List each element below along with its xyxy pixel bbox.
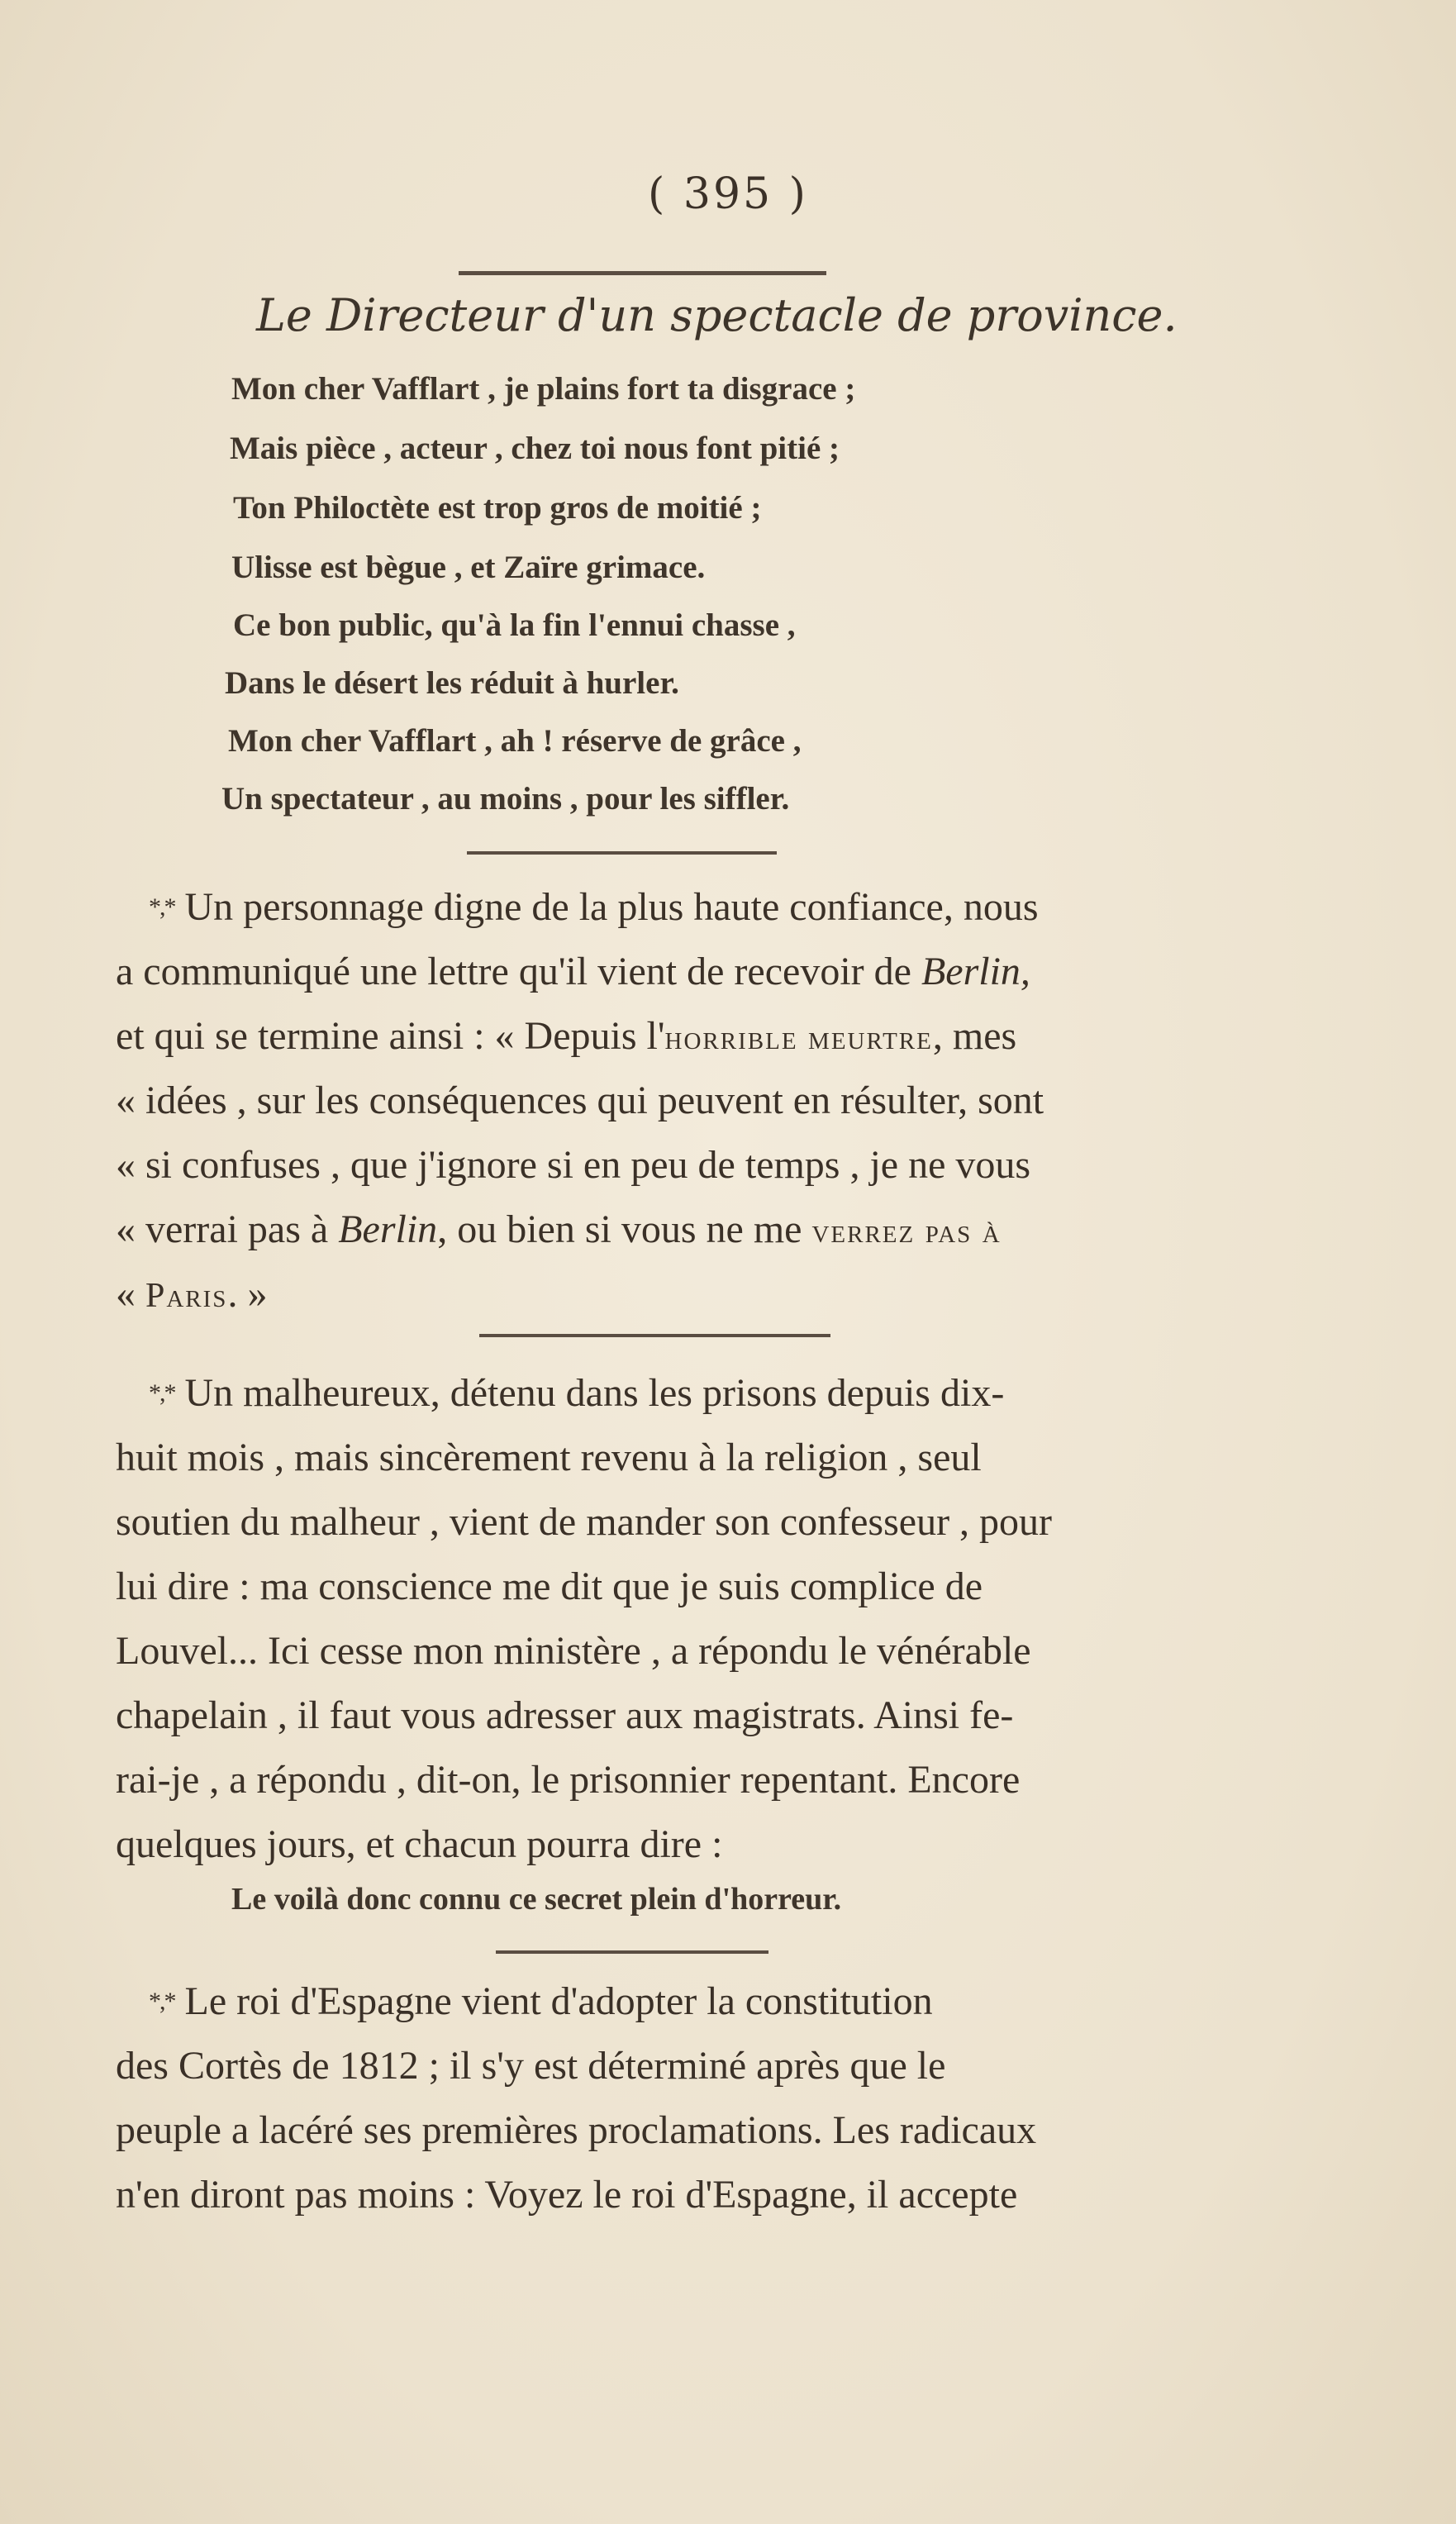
paragraph-line: des Cortès de 1812 ; il s'y est déterminé après que le — [116, 2044, 946, 2088]
divider-rule — [467, 851, 777, 855]
paragraph-text: Le roi d'Espagne vient d'adopter la constitution — [184, 1979, 933, 2023]
poem-line: Mon cher Vafflart , je plains fort ta disgrace ; — [231, 371, 856, 407]
paragraph-line: chapelain , il faut vous adresser aux magistrats. Ainsi fe- — [116, 1693, 1014, 1737]
paragraph-line: rai-je , a répondu , dit-on, le prisonnier repentant. Encore — [116, 1758, 1021, 1802]
paragraph-line — [116, 1013, 1223, 1061]
paragraph-line: peuple a lacéré ses premières proclamations. Les radicaux — [116, 2108, 1037, 2152]
place-name: Berlin — [338, 1207, 438, 1251]
emphasis-smallcaps: verrez pas à — [811, 1212, 1002, 1250]
paragraph-text: et qui se termine ainsi : « Depuis l' — [116, 1014, 665, 1058]
emphasis-smallcaps: Paris — [145, 1277, 228, 1315]
asterism-mark: *,* — [149, 893, 175, 921]
paragraph-line: soutien du malheur , vient de mander son confesseur , pour — [116, 1500, 1053, 1544]
paragraph-text: Un malheureux, détenu dans les prisons depuis dix- — [184, 1371, 1005, 1415]
paragraph-line — [116, 949, 1223, 995]
paragraph-text: , ou bien si vous ne me — [437, 1207, 812, 1251]
paragraph-line — [116, 1271, 1223, 1319]
paragraph-line: quelques jours, et chacun pourra dire : — [116, 1822, 723, 1866]
place-name: Berlin, — [921, 950, 1030, 993]
poem-line: Mais pièce , acteur , chez toi nous font pitié ; — [230, 431, 840, 466]
divider-rule — [479, 1334, 830, 1337]
poem-line: Mon cher Vafflart , ah ! réserve de grâce , — [228, 723, 802, 759]
asterism-mark: *,* — [149, 1379, 175, 1407]
paragraph-text: , mes — [932, 1014, 1017, 1058]
paragraph-line — [116, 1207, 1223, 1255]
paragraph-line: lui dire : ma conscience me dit que je suis complice de — [116, 1564, 983, 1608]
page-number: ( 395 ) — [648, 169, 808, 219]
emphasis-smallcaps: horrible meurtre — [664, 1019, 933, 1057]
paragraph-line — [149, 884, 1223, 931]
poem-line: Dans le désert les réduit à hurler. — [225, 665, 679, 701]
poem-line: Ulisse est bègue , et Zaïre grimace. — [231, 550, 706, 585]
paragraph-line — [149, 1979, 1223, 2025]
poem-line: Ce bon public, qu'à la fin l'ennui chasse , — [233, 607, 796, 643]
poem-line: Ton Philoctète est trop gros de moitié ; — [233, 490, 762, 526]
paragraph-text: « verrai pas à — [116, 1207, 339, 1251]
quoted-verse: Le voilà donc connu ce secret plein d'horreur. — [231, 1882, 842, 1917]
divider-rule — [496, 1950, 768, 1954]
divider-rule — [459, 271, 826, 275]
asterism-mark: *,* — [149, 1988, 175, 2015]
paragraph-text: « — [116, 1272, 145, 1316]
paragraph-line: n'en diront pas moins : Voyez le roi d'Espagne, il accepte — [116, 2173, 1018, 2217]
paragraph-line: « idées , sur les conséquences qui peuvent en résulter, sont — [116, 1079, 1044, 1122]
poem-line: Un spectateur , au moins , pour les siffler. — [221, 781, 790, 817]
paragraph-line: huit mois , mais sincèrement revenu à la religion , seul — [116, 1436, 982, 1479]
paragraph-text: Un personnage digne de la plus haute confiance, nous — [184, 885, 1039, 929]
paragraph-text: . » — [227, 1272, 268, 1316]
paragraph-line — [149, 1370, 1223, 1417]
paragraph-text: a communiqué une lettre qu'il vient de recevoir de — [116, 950, 921, 993]
paragraph-line: « si confuses , que j'ignore si en peu de temps , je ne vous — [116, 1143, 1031, 1187]
paragraph-line: Louvel... Ici cesse mon ministère , a répondu le vénérable — [116, 1629, 1031, 1673]
poem-title: Le Directeur d'un spectacle de province. — [256, 289, 1178, 341]
